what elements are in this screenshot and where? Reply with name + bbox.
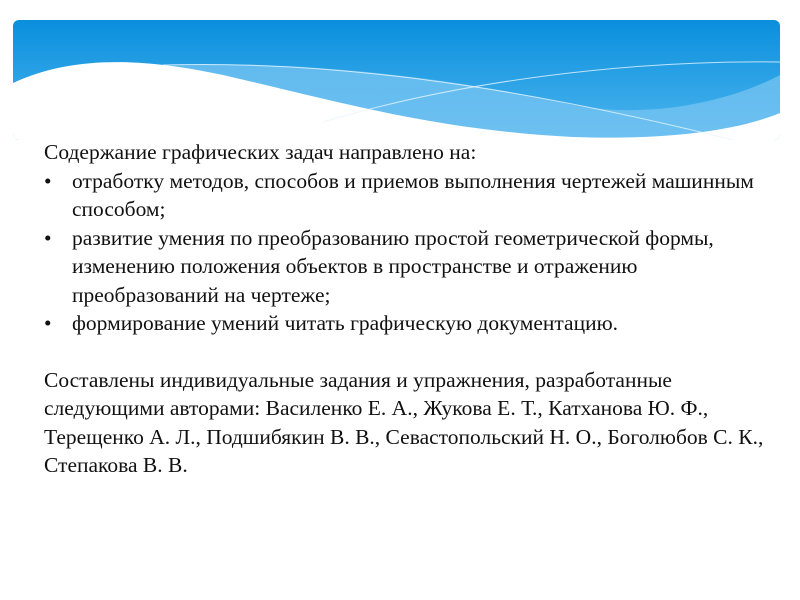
list-item: • формирование умений читать графическую документацию.: [44, 309, 784, 338]
authors-paragraph: Составлены индивидуальные задания и упражнения, разработанные следующими авторами: Василенко Е. А., Жукова Е. Т., Катханова Ю. Ф., Терещенко А. Л., Подшибякин В. В., Севастопольский Н. О., Боголюбов С. К., Степакова В. В.: [44, 367, 764, 477]
list-item: • отработку методов, способов и приемов выполнения чертежей машинным способом;: [44, 168, 754, 221]
bullet-icon: •: [44, 168, 52, 193]
bullet-list: [44, 167, 784, 338]
bullet-icon: •: [44, 311, 52, 335]
list-item: • развитие умения по преобразованию простой геометрической формы, изменению положения объектов в пространстве и отражению преобразований на чертеже;: [44, 225, 714, 307]
slide-body: [44, 138, 784, 480]
intro-text: Содержание графических задач направлено на:: [44, 140, 477, 164]
bullet-icon: •: [44, 225, 52, 250]
header-wave-banner: [13, 20, 780, 140]
